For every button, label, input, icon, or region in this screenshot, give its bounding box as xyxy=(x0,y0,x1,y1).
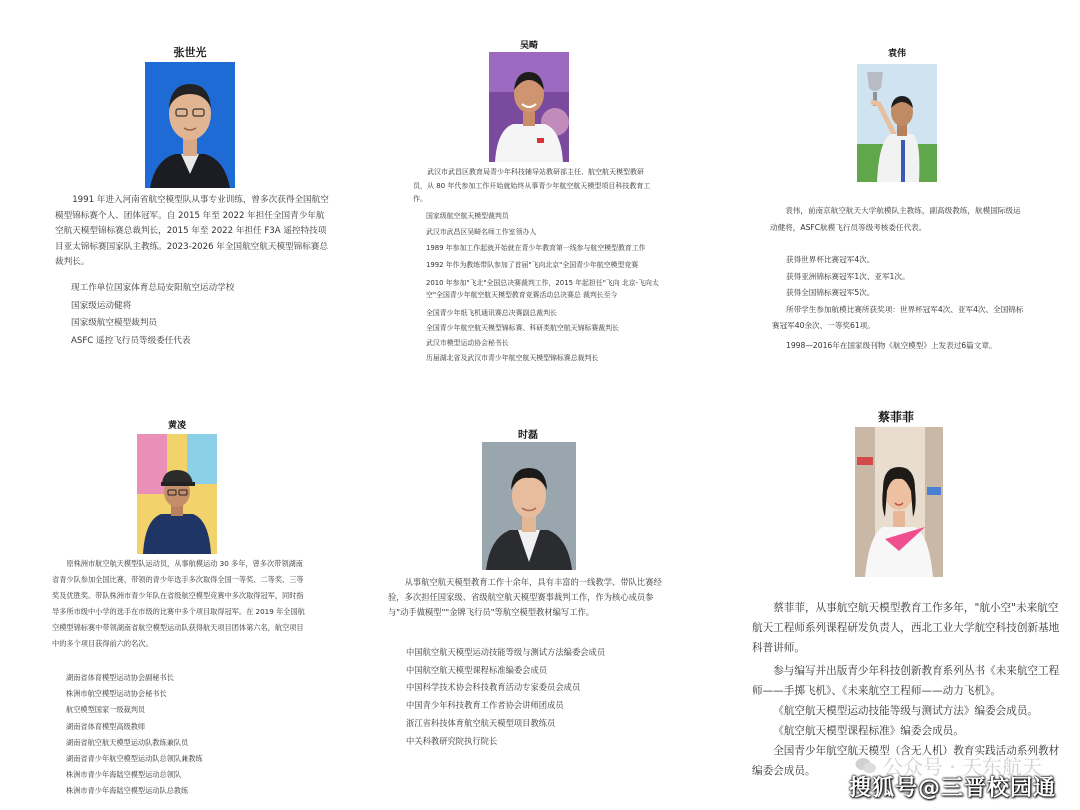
profile-name-6: 蔡菲菲 xyxy=(877,410,914,424)
profile-name-3: 袁伟 xyxy=(887,49,906,59)
profile-bio-3: 袁伟，前南京航空航天大学航模队主教练，副高级教练，航模国际级运动健将，ASFC航模飞行员等级考核委任代表。 xyxy=(770,206,1021,232)
list-item: 获得世界杯比赛冠军4次。 xyxy=(786,255,875,264)
list-item: 历届湖北省及武汉市青少年航空航天模型锦标赛总裁判长 xyxy=(426,354,599,362)
list-item: 中国青少年科技教育工作者协会讲师团成员 xyxy=(406,700,564,711)
list-item: 获得全国锦标赛冠军5次。 xyxy=(786,288,875,297)
profile-list-1 xyxy=(71,280,234,350)
list-item: 中关科教研究院执行院长 xyxy=(406,735,498,746)
list-item: 获得亚洲锦标赛冠军1次、亚军1次。 xyxy=(786,271,910,281)
list-item: 株洲市青少年海陆空模型运动总领队 xyxy=(66,770,182,780)
profile-bio-4: 原株洲市航空航天模型队运动员，从事航模运动 30 多年，曾多次带领湖南省青少队参加全国比赛，带领的青少年选手多次取得全国一等奖、二等奖、三等奖及优胜奖。带队株洲市青少年队在省级航空模型竞赛中多次取得冠军，同时指导多所市级中小学的选手在市级的比赛中多个项目取得冠军。在 2019 年全国航空模型锦标赛中带领湖南省航空模型运动队获得航天项目团体第六名，航空项目中的多个项目获得前六的名次。 xyxy=(52,559,305,648)
list-item: 湖南省体育模型运动协会副秘书长 xyxy=(66,673,174,682)
profile-photo-4 xyxy=(137,434,217,554)
portrait-man-suit-image xyxy=(482,442,576,570)
profile-bio-1: 1991 年进入河南省航空模型队从事专业训练，曾多次获得全国航空模型锦标赛个人、团体冠军。自 2015 年至 2022 年担任全国青少年航空航天模型锦标赛总裁判长，2015 年至 2022 年担任 F3A 遥控特技项目亚太锦标赛国家队主教练。2023-2026 年全国航空航天模型锦标赛总裁判长。 xyxy=(55,195,329,267)
list-item: 国家级航空航天模型裁判员 xyxy=(426,212,509,220)
list-item: 2010 年参加"飞北"全国总决赛裁判工作，2015 年起担任"飞向 北京-飞向太空"全国青少年航空航天模型教育竞赛活动总决赛总 裁判长至今 xyxy=(426,279,659,299)
profile-bio-5: 从事航空航天模型教育工作十余年，具有丰富的一线教学、带队比赛经验，多次担任国家级、省级航空航天模型赛事裁判工作，作为核心成员参与"动手做模型""金牌飞行员"等航空模型教材编写工作。 xyxy=(388,577,662,618)
portrait-woman-paper-plane-image xyxy=(855,427,943,577)
list-item: 中国航空航天模型课程标准编委会成员 xyxy=(406,664,548,675)
list-item: 中国科学技术协会科技教育活动专家委员会成员 xyxy=(406,682,581,693)
list-item: 湖南省青少年航空模型运动队总领队兼教练 xyxy=(66,754,203,764)
profile-photo-2 xyxy=(489,52,569,162)
list-item: 《航空航天模型运动技能等级与测试方法》编委会成员。 xyxy=(773,705,1039,717)
portrait-man-white-shirt-image xyxy=(489,52,569,162)
list-item: 株洲市航空模型运动协会秘书长 xyxy=(66,689,167,699)
profile-list-4 xyxy=(66,670,203,800)
list-item: 全国青少年纸飞机通讯赛总决赛副总裁判长 xyxy=(426,309,557,317)
list-item: 浙江省科技体育航空航天模型项目教练员 xyxy=(406,717,556,728)
profile-list-2 xyxy=(426,210,666,364)
profile-bio-6: 蔡菲菲，从事航空航天模型教育工作多年，"航小空"未来航空航天工程师系列课程研发负责人，西北工业大学航空科技创新基地科普讲师。 xyxy=(752,602,1060,654)
list-item: 全国青少年航空航天模型（含无人机）教育实践活动系列教材编委会成员。 xyxy=(752,745,1060,777)
profile-list-3 xyxy=(772,252,1024,354)
list-item: 现工作单位国家体育总局安阳航空运动学校 xyxy=(71,283,235,293)
profile-name-1: 张世光 xyxy=(173,46,207,59)
profile-name-2: 吴畸 xyxy=(519,41,538,51)
sohu-watermark-text: 搜狐号@三晋校园通 xyxy=(848,776,1056,801)
profile-list-5 xyxy=(406,644,605,750)
list-item: 1989 年参加工作起就开始就在青少年教育第一线参与航空模型教育工作 xyxy=(426,244,646,252)
profile-photo-6 xyxy=(855,427,943,577)
list-item: 所带学生参加航模比赛所获奖项：世界杯冠军4次、亚军4次、全国锦标赛冠军40余次、一等奖61项。 xyxy=(772,304,1024,330)
portrait-man-glasses-image xyxy=(145,62,235,188)
profile-bio-2: 武汉市武昌区教育局青少年科技辅导站教研部主任、航空航天模型教研员，从 80 年代参加工作开始就始终从事青少年航空航天模型项目科技教育工作。 xyxy=(413,168,651,203)
wechat-watermark-text: 公众号 · 天东航天 xyxy=(882,755,1042,779)
profile-name-4: 黄凌 xyxy=(167,421,186,431)
list-item: 航空模型国家一级裁判员 xyxy=(66,705,146,715)
list-item: 国家级航空模型裁判员 xyxy=(71,318,157,328)
profile-name-5: 时磊 xyxy=(518,430,538,441)
portrait-man-trophy-image xyxy=(857,64,937,182)
list-item: 1998—2016年在国家级刊物《航空模型》上发表过6篇文章。 xyxy=(786,340,997,350)
list-item: ASFC 遥控飞行员等级委任代表 xyxy=(71,335,191,346)
sohu-watermark xyxy=(849,771,1056,802)
list-item: 国家级运动健将 xyxy=(71,300,132,311)
list-item: 武汉市模型运动协会秘书长 xyxy=(426,339,509,347)
list-item: 《航空航天模型课程标准》编委会成员。 xyxy=(773,725,964,737)
list-item: 参与编写并出版青少年科技创新教育系列丛书《未来航空工程师——手掷飞机》、《未来航空工程师——动力飞机》。 xyxy=(752,665,1060,697)
profile-photo-5 xyxy=(482,442,576,570)
list-item: 全国青少年航空航天模型锦标赛、科研类航空航天锦标赛裁判长 xyxy=(426,324,619,332)
profile-photo-3 xyxy=(857,64,937,182)
list-item: 1992 年作为教练带队参加了首届"飞向北京"全国青少年航空模型竞赛 xyxy=(426,261,639,269)
list-item: 中国航空航天模型运动技能等级与测试方法编委会成员 xyxy=(406,647,606,657)
list-item: 湖南省体育模型高级教师 xyxy=(66,721,146,731)
list-item: 武汉市武昌区吴畸名师工作室领办人 xyxy=(426,228,537,236)
list-item: 湖南省航空航天模型运动队教练兼队员 xyxy=(66,737,189,747)
list-item: 株洲市青少年海陆空模型运动队总教练 xyxy=(66,786,189,796)
portrait-man-cap-image xyxy=(137,434,217,554)
profile-photo-1 xyxy=(145,62,235,188)
